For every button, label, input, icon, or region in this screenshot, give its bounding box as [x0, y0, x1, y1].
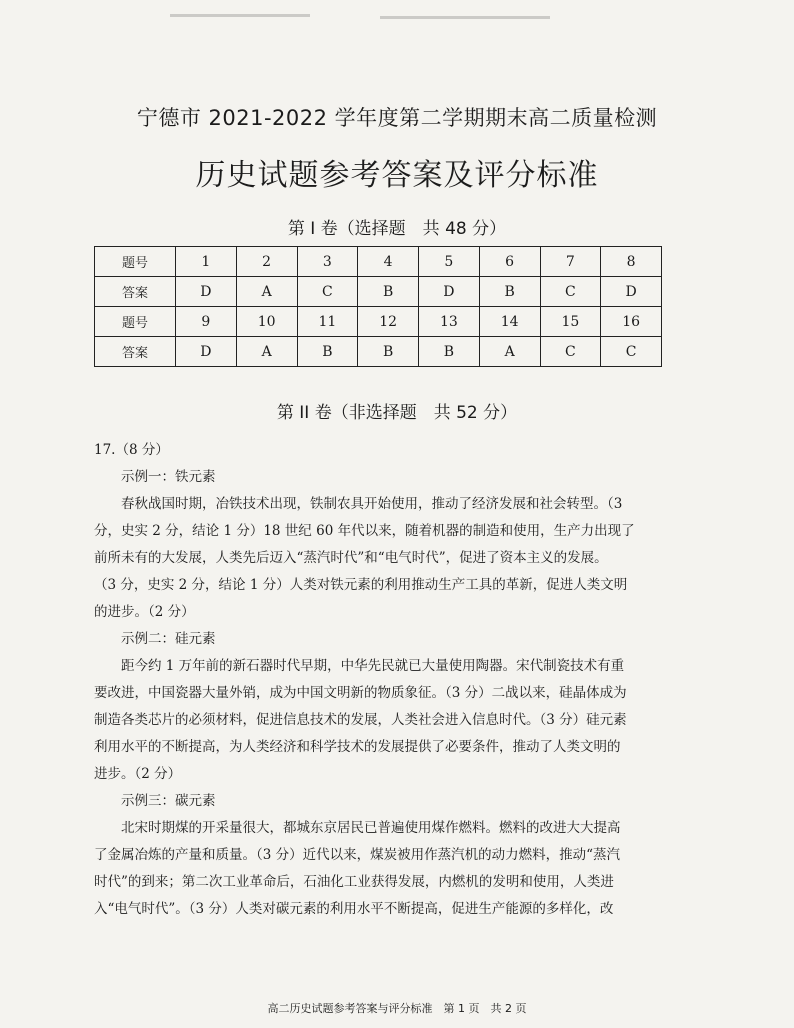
table-cell: A — [236, 277, 297, 307]
table-cell: 14 — [479, 307, 540, 337]
table-cell: 7 — [540, 247, 601, 277]
paragraph-line: 利用水平的不断提高，为人类经济和科学技术的发展提供了必要条件，推动了人类文明的 — [94, 739, 621, 755]
row-header: 题号 — [95, 247, 176, 277]
paragraph-line: 分，史实 2 分，结论 1 分）18 世纪 60 年代以来，随着机器的制造和使用，生产力出现了 — [94, 523, 635, 539]
scan-artifact — [380, 16, 550, 19]
table-cell: 4 — [358, 247, 419, 277]
table-cell: A — [236, 337, 297, 367]
table-cell: 15 — [540, 307, 601, 337]
table-cell: 8 — [601, 247, 662, 277]
paragraph-line: 进步。（2 分） — [94, 766, 182, 782]
paragraph-line: 的进步。（2 分） — [94, 604, 195, 620]
page-footer: 高二历史试题参考答案与评分标准 第 1 页 共 2 页 — [267, 1002, 527, 1015]
row-header: 答案 — [95, 277, 176, 307]
example-label: 示例三：碳元素 — [121, 793, 216, 809]
answer-table — [94, 246, 662, 367]
table-cell: B — [358, 277, 419, 307]
table-cell: C — [540, 277, 601, 307]
question-number: 17.（8 分） — [94, 442, 169, 458]
paragraph-line: 距今约 1 万年前的新石器时代早期，中华先民就已大量使用陶器。宋代制瓷技术有重 — [121, 658, 625, 674]
table-cell: B — [479, 277, 540, 307]
table-cell: D — [176, 337, 237, 367]
example-label: 示例一：铁元素 — [121, 469, 216, 485]
example-2 — [94, 626, 654, 788]
table-cell: 10 — [236, 307, 297, 337]
table-cell: A — [479, 337, 540, 367]
paragraph-line: 时代”的到来；第二次工业革命后，石油化工业获得发展，内燃机的发明和使用，人类进 — [94, 874, 614, 890]
paragraph-line: 前所未有的大发展，人类先后迈入“蒸汽时代”和“电气时代”，促进了资本主义的发展。 — [94, 550, 608, 566]
answer-table-row — [95, 307, 662, 337]
table-cell: C — [601, 337, 662, 367]
table-cell: B — [297, 337, 358, 367]
answer-table-row — [95, 247, 662, 277]
paragraph-line: 制造各类芯片的必须材料，促进信息技术的发展，人类社会进入信息时代。（3 分）硅元素 — [94, 712, 627, 728]
table-cell: 12 — [358, 307, 419, 337]
table-cell: 5 — [419, 247, 480, 277]
table-cell: 1 — [176, 247, 237, 277]
example-1 — [94, 464, 654, 626]
section-1-title: 第 I 卷（选择题 共 48 分） — [287, 219, 507, 239]
table-cell: D — [176, 277, 237, 307]
example-3 — [94, 788, 654, 923]
answer-table-row — [95, 337, 662, 367]
paragraph-line: 要改进，中国瓷器大量外销，成为中国文明新的物质象征。（3 分）二战以来，硅晶体成为 — [94, 685, 627, 701]
answer-table-row — [95, 277, 662, 307]
table-cell: C — [540, 337, 601, 367]
table-cell: B — [358, 337, 419, 367]
question-17 — [94, 437, 654, 923]
table-cell: 6 — [479, 247, 540, 277]
exam-title: 宁德市 2021-2022 学年度第二学期期末高二质量检测 — [136, 106, 658, 130]
table-cell: 11 — [297, 307, 358, 337]
scan-artifact — [170, 14, 310, 17]
table-cell: 9 — [176, 307, 237, 337]
document-title: 历史试题参考答案及评分标准 — [195, 158, 599, 193]
paragraph-line: （3 分，史实 2 分，结论 1 分）人类对铁元素的利用推动生产工具的革新，促进人类文明 — [94, 577, 628, 593]
paragraph-line: 入“电气时代”。（3 分）人类对碳元素的利用水平不断提高，促进生产能源的多样化，改 — [94, 901, 614, 917]
example-label: 示例二：硅元素 — [121, 631, 216, 647]
table-cell: B — [419, 337, 480, 367]
table-cell: 13 — [419, 307, 480, 337]
table-cell: 16 — [601, 307, 662, 337]
paragraph-line: 北宋时期煤的开采量很大，都城东京居民已普遍使用煤作燃料。燃料的改进大大提高 — [121, 820, 621, 836]
row-header: 答案 — [95, 337, 176, 367]
paragraph-line: 了金属冶炼的产量和质量。（3 分）近代以来，煤炭被用作蒸汽机的动力燃料，推动“蒸汽 — [94, 847, 621, 863]
row-header: 题号 — [95, 307, 176, 337]
section-2-title: 第 II 卷（非选择题 共 52 分） — [276, 403, 518, 423]
table-cell: C — [297, 277, 358, 307]
table-cell: 2 — [236, 247, 297, 277]
table-cell: D — [419, 277, 480, 307]
table-cell: D — [601, 277, 662, 307]
table-cell: 3 — [297, 247, 358, 277]
paragraph-line: 春秋战国时期，冶铁技术出现，铁制农具开始使用，推动了经济发展和社会转型。（3 — [121, 496, 623, 512]
